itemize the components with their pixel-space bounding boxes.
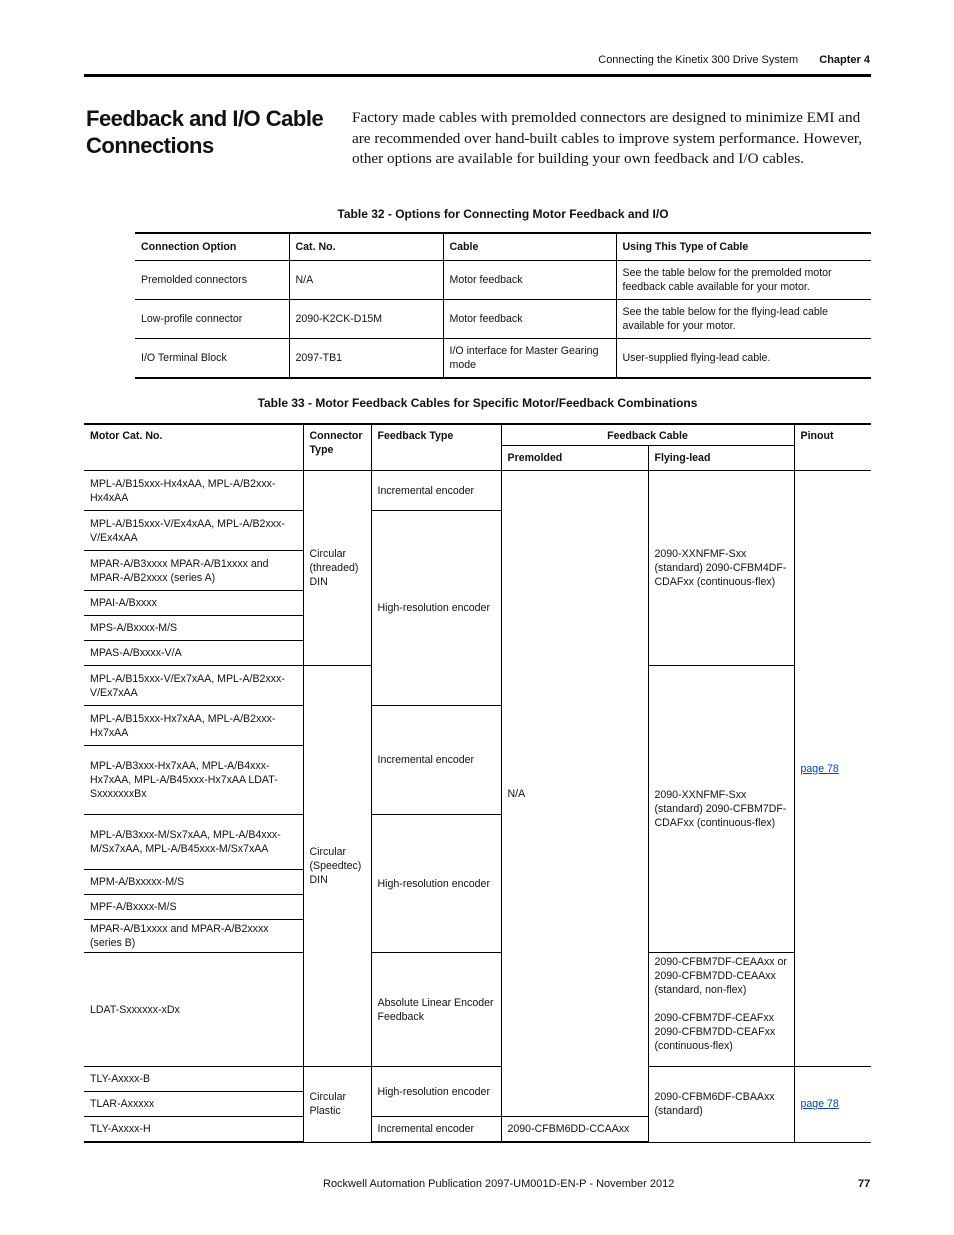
running-header xyxy=(598,54,870,66)
table33-header-pinout: Pinout xyxy=(794,424,871,471)
table32-cell: I/O Terminal Block xyxy=(135,339,289,379)
premolded-cell: N/A xyxy=(501,471,648,1117)
table32-header: Connection Option xyxy=(135,233,289,261)
motor-cell: MPL-A/B15xxx-V/Ex4xAA, MPL-A/B2xxx-V/Ex4xAA xyxy=(84,511,303,551)
feedback-type-cell: High-resolution encoder xyxy=(371,511,501,706)
table-row xyxy=(84,953,871,1067)
motor-cell: MPL-A/B15xxx-Hx7xAA, MPL-A/B2xxx-Hx7xAA xyxy=(84,706,303,746)
table32-cell: User-supplied flying-lead cable. xyxy=(616,339,871,379)
table33-caption: Table 33 - Motor Feedback Cables for Specific Motor/Feedback Combinations xyxy=(257,396,698,410)
feedback-type-cell: High-resolution encoder xyxy=(371,815,501,953)
table33-header-feedback-type: Feedback Type xyxy=(371,424,501,471)
motor-cell: LDAT-Sxxxxxx-xDx xyxy=(84,953,303,1067)
page-number: 77 xyxy=(858,1178,871,1190)
table32-cell: Motor feedback xyxy=(443,300,616,339)
motor-cell: MPAR-A/B1xxxx and MPAR-A/B2xxxx (series B) xyxy=(84,920,303,953)
table32-header: Cable xyxy=(443,233,616,261)
table-row xyxy=(135,300,871,339)
motor-cell: MPAR-A/B3xxxx MPAR-A/B1xxxx and MPAR-A/B2xxxx (series A) xyxy=(84,551,303,591)
connector-cell: Circular Plastic xyxy=(303,1067,371,1143)
table32 xyxy=(135,232,871,379)
motor-cell: MPL-A/B3xxx-Hx7xAA, MPL-A/B4xxx-Hx7xAA, MPL-A/B45xxx-Hx7xAA LDAT-SxxxxxxxBx xyxy=(84,746,303,815)
feedback-type-cell: Incremental encoder xyxy=(371,706,501,815)
motor-cell: MPS-A/Bxxxx-M/S xyxy=(84,616,303,641)
feedback-type-cell: High-resolution encoder xyxy=(371,1067,501,1117)
table-row xyxy=(135,261,871,300)
table33-header-motor: Motor Cat. No. xyxy=(84,424,303,471)
motor-cell: MPL-A/B3xxx-M/Sx7xAA, MPL-A/B4xxx-M/Sx7xAA, MPL-A/B45xxx-M/Sx7xAA xyxy=(84,815,303,870)
motor-cell: MPF-A/Bxxxx-M/S xyxy=(84,895,303,920)
header-section: Connecting the Kinetix 300 Drive System xyxy=(598,54,799,66)
motor-cell: TLAR-Axxxxx xyxy=(84,1092,303,1117)
premolded-cell: 2090-CFBM6DD-CCAAxx xyxy=(501,1117,648,1143)
table33 xyxy=(84,423,871,1143)
table32-cell: See the table below for the premolded motor feedback cable available for your motor. xyxy=(616,261,871,300)
feedback-type-cell: Incremental encoder xyxy=(371,471,501,511)
flying-lead-cell: 2090-XXNFMF-Sxx (standard) 2090-CFBM7DF-CDAFxx (continuous-flex) xyxy=(648,666,794,953)
feedback-type-cell: Incremental encoder xyxy=(371,1117,501,1143)
motor-cell: TLY-Axxxx-H xyxy=(84,1117,303,1143)
connector-cell: Circular (threaded) DIN xyxy=(303,471,371,666)
table32-header: Using This Type of Cable xyxy=(616,233,871,261)
footer-publication: Rockwell Automation Publication 2097-UM001D-EN-P - November 2012 xyxy=(323,1178,675,1190)
table-row xyxy=(84,471,871,511)
intro-paragraph: Factory made cables with premolded connectors are designed to minimize EMI and are recommended over hand-built cables to improve system performance. However, other options are available for building your own feedback and I/O cables. xyxy=(352,109,863,167)
table32-cell: 2097-TB1 xyxy=(289,339,443,379)
pinout-link[interactable]: page 78 xyxy=(800,762,839,775)
motor-cell: MPAS-A/Bxxxx-V/A xyxy=(84,641,303,666)
table32-cell: Low-profile connector xyxy=(135,300,289,339)
table-row xyxy=(135,339,871,379)
feedback-type-cell: Absolute Linear Encoder Feedback xyxy=(371,953,501,1067)
header-chapter: Chapter 4 xyxy=(819,54,870,66)
pinout-cell xyxy=(794,1067,871,1143)
motor-cell: MPL-A/B15xxx-V/Ex7xAA, MPL-A/B2xxx-V/Ex7xAA xyxy=(84,666,303,706)
table33-header-feedback-cable: Feedback Cable xyxy=(501,424,794,446)
motor-cell: TLY-Axxxx-B xyxy=(84,1067,303,1092)
flying-lead-ldat-flex: 2090-CFBM7DF-CEAFxx 2090-CFBM7DD-CEAFxx (continuous-flex) xyxy=(654,1012,776,1052)
table32-cell: N/A xyxy=(289,261,443,300)
section-title: Feedback and I/O Cable Connections xyxy=(86,106,324,158)
header-rule xyxy=(84,74,871,77)
pinout-link[interactable]: page 78 xyxy=(800,1098,839,1111)
motor-cell: MPL-A/B15xxx-Hx4xAA, MPL-A/B2xxx-Hx4xAA xyxy=(84,471,303,511)
table32-caption: Table 32 - Options for Connecting Motor Feedback and I/O xyxy=(337,207,669,221)
table-row xyxy=(84,1067,871,1092)
motor-cell: MPAI-A/Bxxxx xyxy=(84,591,303,616)
flying-lead-cell: 2090-XXNFMF-Sxx (standard) 2090-CFBM4DF-CDAFxx (continuous-flex) xyxy=(648,471,794,666)
table32-cell: Motor feedback xyxy=(443,261,616,300)
flying-lead-cell xyxy=(648,953,794,1067)
table32-header: Cat. No. xyxy=(289,233,443,261)
table32-cell: I/O interface for Master Gearing mode xyxy=(443,339,616,379)
table32-cell: Premolded connectors xyxy=(135,261,289,300)
motor-cell: MPM-A/Bxxxxx-M/S xyxy=(84,870,303,895)
table33-header-flying-lead: Flying-lead xyxy=(648,446,794,471)
table32-cell: 2090-K2CK-D15M xyxy=(289,300,443,339)
connector-cell: Circular (Speedtec) DIN xyxy=(303,666,371,1067)
table33-header-premolded: Premolded xyxy=(501,446,648,471)
flying-lead-ldat-standard: 2090-CFBM7DF-CEAAxx or 2090-CFBM7DD-CEAAxx (standard, non-flex) xyxy=(654,956,787,996)
table32-cell: See the table below for the flying-lead cable available for your motor. xyxy=(616,300,871,339)
pinout-cell xyxy=(794,471,871,1067)
flying-lead-cell: 2090-CFBM6DF-CBAAxx (standard) xyxy=(648,1067,794,1143)
table33-header-connector: Connector Type xyxy=(303,424,371,471)
